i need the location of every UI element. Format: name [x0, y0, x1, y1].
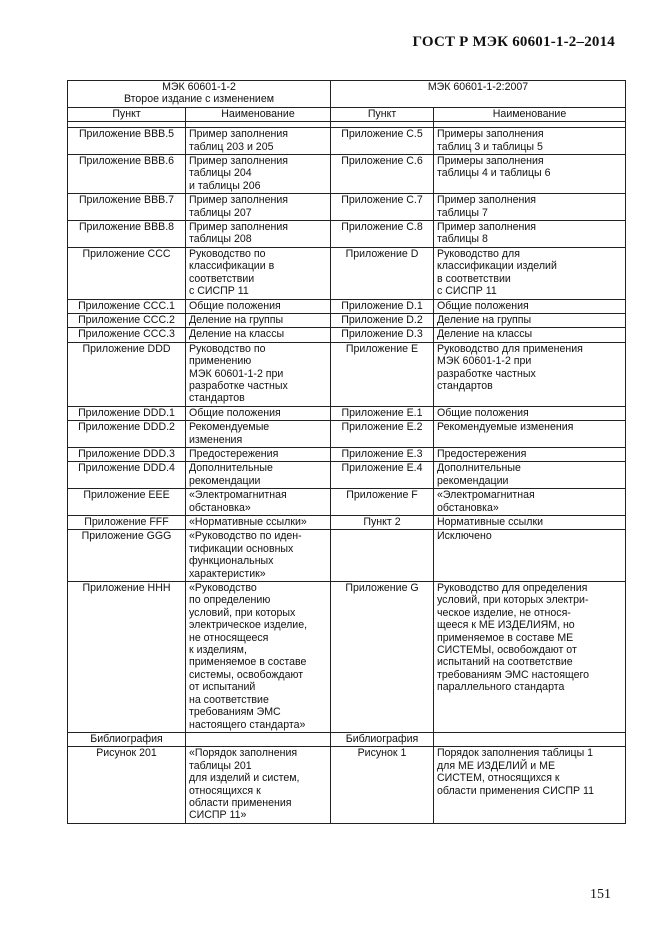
- cell-punkt-right: Приложение C.7: [331, 194, 434, 221]
- cell-name-right: Пример заполнения таблицы 7: [434, 194, 626, 221]
- col-header-name-right: Наименование: [434, 107, 626, 121]
- cell-punkt-right: Приложение D.3: [331, 328, 434, 342]
- cell-punkt-left: Приложение BBB.6: [68, 155, 186, 194]
- table-row: [68, 447, 626, 461]
- cell-punkt-right: Приложение C.8: [331, 221, 434, 248]
- cell-name-right: Рекомендуемые изменения: [434, 421, 626, 448]
- cell-punkt-left: Приложение CCC.3: [68, 328, 186, 342]
- cell-punkt-right: Библиография: [331, 732, 434, 746]
- cell-name-right: Предостережения: [434, 447, 626, 461]
- cell-punkt-left: Приложение HHH: [68, 582, 186, 733]
- cell-punkt-right: Приложение D: [331, 247, 434, 299]
- cell-punkt-right: Приложение E.3: [331, 447, 434, 461]
- cell-name-left: «Руководство по определению условий, при которых электрическое изделие, не относящееся к изделиям, применяемое в составе системы, освобождают от испытаний на соответствие требованиям ЭМС настоящего стандарта»: [186, 582, 331, 733]
- page-number: 151: [590, 887, 611, 902]
- cell-name-right: Примеры заполнения таблицы 4 и таблицы 6: [434, 155, 626, 194]
- cell-name-left: Общие положения: [186, 406, 331, 420]
- cell-punkt-right: Приложение C.5: [331, 128, 434, 155]
- cell-name-left: «Порядок заполнения таблицы 201 для изделий и систем, относящихся к области применения СИСПР 11»: [186, 747, 331, 823]
- cell-name-left: Деление на группы: [186, 313, 331, 327]
- table-row: [68, 247, 626, 299]
- cell-name-right: Дополнительные рекомендации: [434, 462, 626, 489]
- cell-name-right: Нормативные ссылки: [434, 516, 626, 530]
- cell-punkt-right: [331, 530, 434, 582]
- cell-name-right: Общие положения: [434, 406, 626, 420]
- cell-punkt-left: Приложение FFF: [68, 516, 186, 530]
- cell-name-left: Дополнительные рекомендации: [186, 462, 331, 489]
- cell-punkt-right: Приложение D.2: [331, 313, 434, 327]
- cell-name-right: [434, 732, 626, 746]
- cell-punkt-right: Рисунок 1: [331, 747, 434, 823]
- cell-name-right: Пример заполнения таблицы 8: [434, 221, 626, 248]
- cell-name-left: Пример заполнения таблицы 207: [186, 194, 331, 221]
- cell-punkt-left: Приложение BBB.5: [68, 128, 186, 155]
- col-header-name-left: Наименование: [186, 107, 331, 121]
- table-row: [68, 516, 626, 530]
- cell-name-left: «Электромагнитная обстановка»: [186, 489, 331, 516]
- cell-punkt-right: Приложение E.2: [331, 421, 434, 448]
- table-row: [68, 421, 626, 448]
- cell-punkt-right: Приложение E.4: [331, 462, 434, 489]
- cell-name-right: Руководство для определения условий, при которых электри- ческое изделие, не относя- щееся к МЕ ИЗДЕЛИЯМ, но применяемое в составе МЕ СИСТЕМЫ, освобождают от испытаний на соответствие требованиям ЭМС настоящего параллельного стандарта: [434, 582, 626, 733]
- cell-name-right: Примеры заполнения таблиц 3 и таблицы 5: [434, 128, 626, 155]
- col-header-punkt-right: Пункт: [331, 107, 434, 121]
- table-row: [68, 342, 626, 406]
- cell-punkt-left: Приложение CCC: [68, 247, 186, 299]
- cell-punkt-right: Пункт 2: [331, 516, 434, 530]
- table-row: [68, 582, 626, 733]
- cell-name-left: Руководство по применению МЭК 60601-1-2 при разработке частных стандартов: [186, 342, 331, 406]
- cell-name-left: Деление на классы: [186, 328, 331, 342]
- cell-punkt-left: Приложение BBB.7: [68, 194, 186, 221]
- cell-name-right: Деление на классы: [434, 328, 626, 342]
- table-row: [68, 747, 626, 823]
- cell-punkt-left: Приложение DDD: [68, 342, 186, 406]
- cell-name-right: Руководство для применения МЭК 60601-1-2 при разработке частных стандартов: [434, 342, 626, 406]
- cell-punkt-left: Приложение EEE: [68, 489, 186, 516]
- table-row: [68, 328, 626, 342]
- cell-name-left: Пример заполнения таблиц 203 и 205: [186, 128, 331, 155]
- cell-name-right: Порядок заполнения таблицы 1 для МЕ ИЗДЕЛИЙ и МЕ СИСТЕМ, относящихся к области применения СИСПР 11: [434, 747, 626, 823]
- page-header-title: ГОСТ Р МЭК 60601-1-2–2014: [412, 34, 615, 50]
- table-row: [68, 462, 626, 489]
- table-row: [68, 313, 626, 327]
- cell-punkt-left: Приложение DDD.2: [68, 421, 186, 448]
- table-row: [68, 489, 626, 516]
- table-body: [68, 81, 626, 824]
- table-subheader-row: [68, 107, 626, 121]
- cell-punkt-right: Приложение C.6: [331, 155, 434, 194]
- table-row: [68, 221, 626, 248]
- cell-name-left: Предостережения: [186, 447, 331, 461]
- col-header-punkt-left: Пункт: [68, 107, 186, 121]
- cell-punkt-right: Приложение E: [331, 342, 434, 406]
- cell-punkt-right: Приложение E.1: [331, 406, 434, 420]
- cell-punkt-right: Приложение D.1: [331, 299, 434, 313]
- table-row: [68, 530, 626, 582]
- cell-punkt-right: Приложение F: [331, 489, 434, 516]
- header-right-standard: МЭК 60601-1-2:2007: [331, 81, 626, 108]
- cell-punkt-left: Приложение DDD.3: [68, 447, 186, 461]
- table-header-row: [68, 81, 626, 108]
- cell-name-right: Деление на группы: [434, 313, 626, 327]
- header-left-standard: МЭК 60601-1-2 Второе издание с изменением: [68, 81, 331, 108]
- cell-punkt-left: Приложение CCC.1: [68, 299, 186, 313]
- cell-punkt-left: Приложение DDD.4: [68, 462, 186, 489]
- table-row: [68, 406, 626, 420]
- table-row: [68, 299, 626, 313]
- cell-punkt-left: Приложение GGG: [68, 530, 186, 582]
- cell-name-right: Исключено: [434, 530, 626, 582]
- table-row: [68, 128, 626, 155]
- cell-punkt-left: Приложение CCC.2: [68, 313, 186, 327]
- table-row: [68, 194, 626, 221]
- cell-name-left: Пример заполнения таблицы 204 и таблицы 206: [186, 155, 331, 194]
- correspondence-table: [67, 80, 626, 824]
- table-row: [68, 155, 626, 194]
- cell-name-left: «Нормативные ссылки»: [186, 516, 331, 530]
- cell-name-right: Руководство для классификации изделий в соответствии с СИСПР 11: [434, 247, 626, 299]
- cell-name-left: «Руководство по иден- тификации основных функциональных характеристик»: [186, 530, 331, 582]
- cell-punkt-left: Рисунок 201: [68, 747, 186, 823]
- table-row: [68, 732, 626, 746]
- cell-punkt-right: Приложение G: [331, 582, 434, 733]
- cell-punkt-left: Приложение BBB.8: [68, 221, 186, 248]
- cell-punkt-left: Приложение DDD.1: [68, 406, 186, 420]
- cell-name-left: Руководство по классификации в соответствии с СИСПР 11: [186, 247, 331, 299]
- cell-name-left: Общие положения: [186, 299, 331, 313]
- cell-punkt-left: Библиография: [68, 732, 186, 746]
- cell-name-left: Рекомендуемые изменения: [186, 421, 331, 448]
- cell-name-left: Пример заполнения таблицы 208: [186, 221, 331, 248]
- cell-name-left: [186, 732, 331, 746]
- cell-name-right: Общие положения: [434, 299, 626, 313]
- cell-name-right: «Электромагнитная обстановка»: [434, 489, 626, 516]
